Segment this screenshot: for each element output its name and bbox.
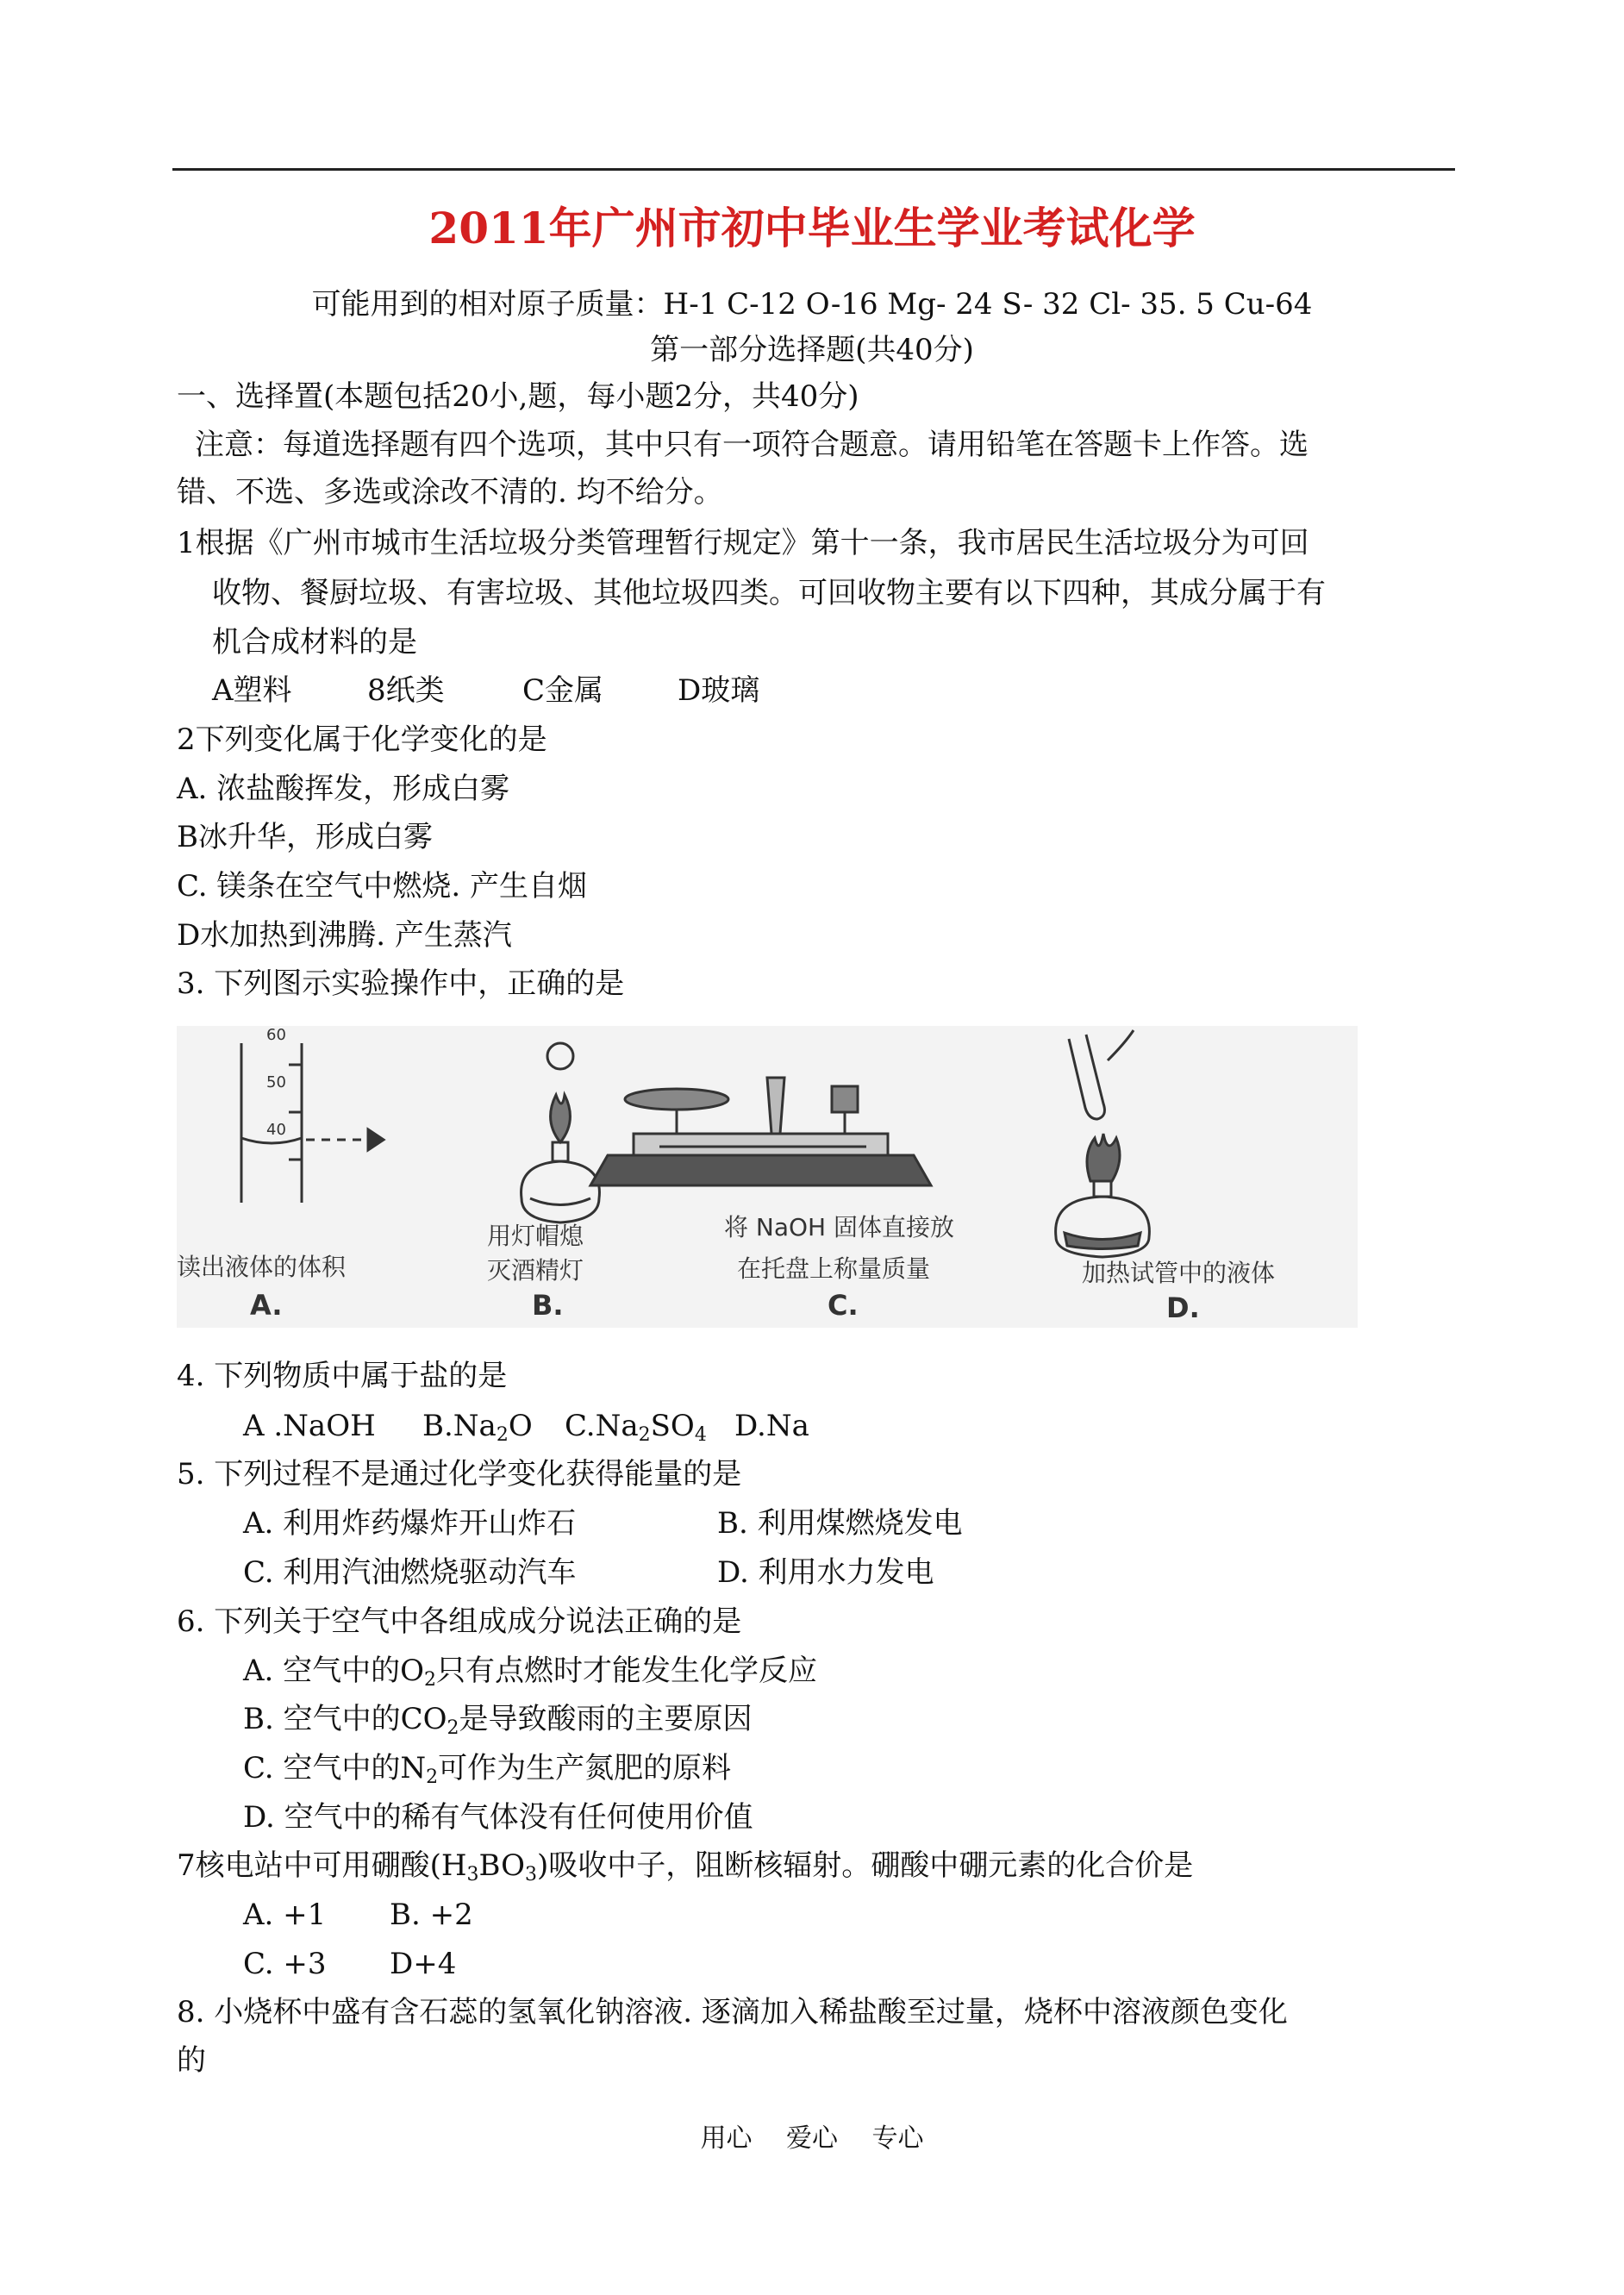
q8-line-1: 8. 小烧杯中盛有含石蕊的氢氧化钠溶液. 逐滴加入稀盐酸至过量，烧杯中溶液颜色变化 — [177, 1995, 1288, 2029]
q5-option-c: C. 利用汽油燃烧驱动汽车 — [243, 1555, 577, 1590]
q6-option-a: A. 空气中的$O_2$只有点燃时才能发生化学反应 — [243, 1654, 818, 1691]
q4-option-c: $C.Na_2SO_4$ — [565, 1409, 707, 1446]
q4-option-d: D.Na — [734, 1409, 809, 1443]
q3-stem: 3. 下列图示实验操作中，正确的是 — [177, 966, 625, 1001]
test-tube-heating-illustration — [1056, 1030, 1150, 1257]
q3-figure — [177, 1026, 1358, 1328]
q1-option-c: C金属 — [522, 673, 604, 708]
figure-a-caption: 读出液体的体积 — [177, 1253, 347, 1281]
q7-option-d: D+4 — [390, 1947, 457, 1981]
atomic-masses: 可能用到的相对原子质量：H-1 C-12 O-16 Mg- 24 S- 32 Cl- 35. 5 Cu-64 — [311, 287, 1313, 322]
q7-option-c: C. +3 — [243, 1947, 327, 1981]
q6-stem: 6. 下列关于空气中各组成成分说法正确的是 — [177, 1604, 742, 1639]
q7-option-b: B. +2 — [390, 1898, 473, 1932]
measuring-cylinder-illustration — [241, 1043, 384, 1203]
figure-c-caption-2: 在托盘上称量质量 — [737, 1254, 931, 1283]
q1-option-b: 8纸类 — [367, 673, 445, 708]
q7-option-a: A. +1 — [243, 1898, 327, 1932]
q4-option-b: $B.Na_2O$ — [422, 1409, 533, 1446]
figure-d-caption: 加热试管中的液体 — [1082, 1259, 1276, 1287]
q5-option-a: A. 利用炸药爆炸开山炸石 — [243, 1506, 577, 1541]
figure-b-caption-1: 用灯帽熄 — [487, 1222, 584, 1250]
q4-option-a: A .NaOH — [243, 1409, 376, 1443]
q6-option-b: B. 空气中的$CO_2$是导致酸雨的主要原因 — [243, 1702, 753, 1739]
q5-option-b: B. 利用煤燃烧发电 — [717, 1506, 963, 1541]
q1-line-2: 收物、餐厨垃圾、有害垃圾、其他垃圾四类。可回收物主要有以下四种，其成分属于有 — [212, 576, 1326, 610]
q4-stem: 4. 下列物质中属于盐的是 — [177, 1359, 508, 1393]
q8-line-2: 的 — [177, 2043, 206, 2078]
q1-option-d: D玻璃 — [678, 673, 760, 708]
q2-stem: 2下列变化属于化学变化的是 — [177, 722, 547, 757]
alcohol-lamp-illustration — [522, 1043, 600, 1223]
page-footer: 用心 爱心 专心 — [700, 2123, 924, 2154]
figure-c-letter: C. — [828, 1289, 859, 1322]
top-rule — [172, 168, 1455, 171]
q2-option-c: C. 镁条在空气中燃烧. 产生自烟 — [177, 869, 588, 904]
cylinder-tick-60: 60 — [266, 1026, 286, 1044]
q7-stem: 7核电站中可用硼酸$(H_3BO_3)$吸收中子，阻断核辐射。硼酸中硼元素的化合价是 — [177, 1848, 1194, 1885]
figure-c-caption-1: 将 NaOH 固体直接放 — [724, 1213, 954, 1241]
note-line-1: 注意：每道选择题有四个选项，其中只有一项符合题意。请用铅笔在答题卡上作答。选 — [195, 428, 1309, 462]
q6-option-c: C. 空气中的$N_2$可作为生产氮肥的原料 — [243, 1751, 732, 1788]
q6-option-d: D. 空气中的稀有气体没有任何使用价值 — [243, 1800, 753, 1835]
section-heading: 一、选择置(本题包括20小,题，每小题2分，共40分) — [177, 379, 859, 414]
q1-line-1: 1根据《广州市城市生活垃圾分类管理暂行规定》第十一条，我市居民生活垃圾分为可回 — [177, 526, 1309, 560]
balance-illustration — [590, 1078, 931, 1185]
part-one-heading: 第一部分选择题(共40分) — [650, 333, 974, 367]
figure-a-letter: A. — [250, 1289, 283, 1322]
cylinder-tick-50: 50 — [266, 1073, 286, 1091]
figure-b-letter: B. — [532, 1289, 564, 1322]
q1-line-3: 机合成材料的是 — [212, 625, 417, 660]
note-line-2: 错、不选、多选或涂改不清的. 均不给分。 — [177, 475, 723, 510]
q1-option-a: A塑料 — [212, 673, 292, 708]
page-title: 2011年广州市初中毕业生学业考试化学 — [428, 203, 1196, 253]
cylinder-tick-40: 40 — [266, 1121, 286, 1139]
figure-b-caption-2: 灭酒精灯 — [487, 1256, 584, 1285]
q2-option-d: D水加热到沸腾. 产生蒸汽 — [177, 918, 512, 953]
q2-option-b: B冰升华，形成白雾 — [177, 820, 433, 854]
q5-option-d: D. 利用水力发电 — [717, 1555, 934, 1590]
q5-stem: 5. 下列过程不是通过化学变化获得能量的是 — [177, 1457, 742, 1491]
figure-d-letter: D. — [1166, 1291, 1200, 1324]
q2-option-a: A. 浓盐酸挥发，形成白雾 — [177, 772, 510, 806]
